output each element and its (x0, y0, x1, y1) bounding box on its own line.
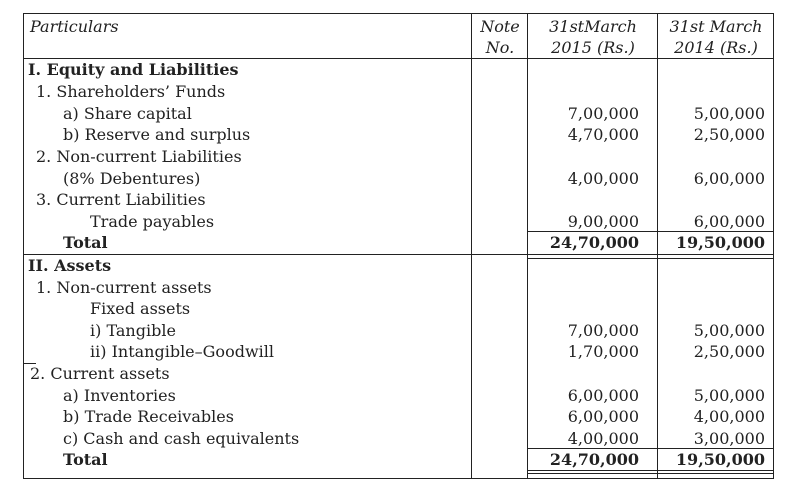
row-label-total: Total (63, 233, 108, 252)
section-divider (24, 254, 773, 255)
row-label: 1. Shareholders’ Funds (36, 82, 226, 101)
value-2015: 1,70,000 (567, 342, 639, 361)
row-label: 1. Non-current assets (36, 278, 212, 297)
row-label: 2. Current assets (30, 364, 170, 383)
subtotal-rule (527, 231, 773, 232)
double-rule (527, 258, 773, 259)
value-2014: 5,00,000 (693, 104, 765, 123)
value-2014: 4,00,000 (693, 407, 765, 426)
divider-2014-column (657, 14, 658, 478)
row-label: (8% Debentures) (63, 169, 201, 188)
row-label: ii) Intangible–Goodwill (90, 342, 274, 361)
value-2014: 5,00,000 (693, 321, 765, 340)
value-2015: 9,00,000 (567, 212, 639, 231)
header-note-line2: No. (485, 38, 515, 57)
value-2014: 5,00,000 (693, 386, 765, 405)
row-label: I. Equity and Liabilities (28, 60, 239, 79)
header-divider (24, 58, 773, 59)
value-2015: 4,00,000 (567, 429, 639, 448)
row-label: i) Tangible (90, 321, 176, 340)
double-rule (527, 473, 773, 474)
row-label: b) Reserve and surplus (63, 125, 251, 144)
value-2015: 4,00,000 (567, 169, 639, 188)
row-label: b) Trade Receivables (63, 407, 234, 426)
header-particulars: Particulars (30, 17, 119, 36)
total-2014: 19,50,000 (675, 233, 765, 252)
header-2015-line2: 2015 (Rs.) (551, 38, 635, 57)
header-2014-line1: 31st March (669, 17, 763, 36)
value-2015: 4,70,000 (567, 125, 639, 144)
row-label: Fixed assets (90, 299, 191, 318)
header-2015-line1: 31stMarch (549, 17, 637, 36)
value-2014: 6,00,000 (693, 212, 765, 231)
row-label: a) Inventories (63, 386, 176, 405)
divider-note-column (471, 14, 472, 478)
value-2015: 7,00,000 (567, 104, 639, 123)
value-2015: 6,00,000 (567, 407, 639, 426)
value-2014: 2,50,000 (693, 342, 765, 361)
row-label: c) Cash and cash equivalents (63, 429, 300, 448)
value-2014: 3,00,000 (693, 429, 765, 448)
row-label: II. Assets (28, 256, 112, 275)
total-2014: 19,50,000 (675, 450, 765, 469)
row-label-total: Total (63, 450, 108, 469)
header-note-line1: Note (480, 17, 520, 36)
row-label: 2. Non-current Liabilities (36, 147, 242, 166)
row-label: a) Share capital (63, 104, 192, 123)
subtotal-rule (527, 448, 773, 449)
value-2015: 7,00,000 (567, 321, 639, 340)
header-2014-line2: 2014 (Rs.) (674, 38, 758, 57)
divider-2015-column (527, 14, 528, 478)
row-label: 3. Current Liabilities (36, 190, 206, 209)
total-2015: 24,70,000 (549, 233, 639, 252)
balance-sheet-table (23, 13, 774, 479)
value-2014: 2,50,000 (693, 125, 765, 144)
row-label: Trade payables (90, 212, 215, 231)
value-2015: 6,00,000 (567, 386, 639, 405)
value-2014: 6,00,000 (693, 169, 765, 188)
double-rule (527, 470, 773, 471)
total-2015: 24,70,000 (549, 450, 639, 469)
